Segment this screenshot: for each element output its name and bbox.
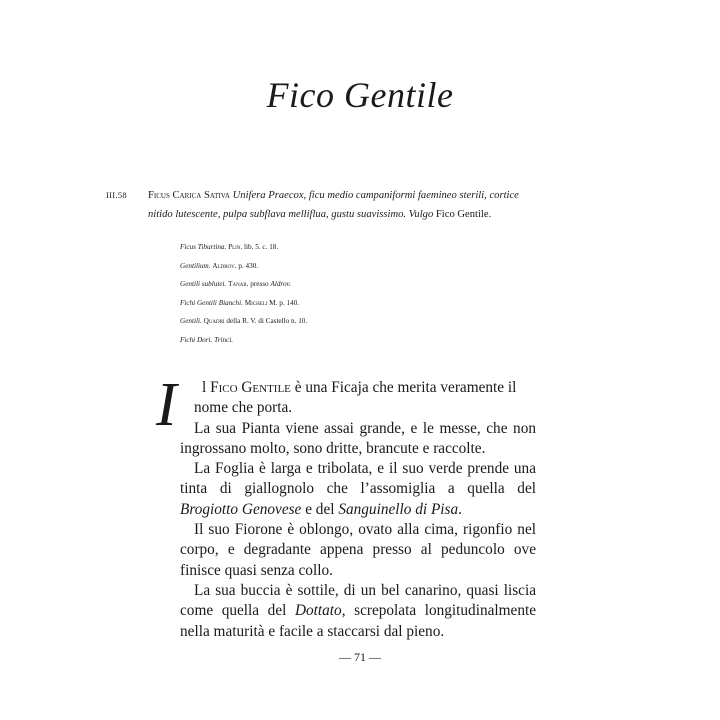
species-name: Ficus Carica Sativa <box>148 190 230 201</box>
page-number: — 71 — <box>339 650 381 664</box>
paragraph: l Fico Gentile è una Ficaja che merita veramente il nome che porta. <box>194 379 517 417</box>
synonym-item: Fichi Gentili Bianchi. Micheli M. p. 140. <box>180 298 300 307</box>
common-name: Fico Gentile. <box>435 209 492 220</box>
paragraph: Il suo Fiorone è oblongo, ovato alla cima, rigonfio nel corpo, e degradante appena presso al peduncolo ove finisce quasi senza collo. <box>180 521 536 579</box>
plate-reference: III.58 <box>106 190 127 200</box>
synonym-item: Ficus Tiburtina. Plin. lib. 5. c. 18. <box>180 243 279 251</box>
vulgo-label: Vulgo <box>408 209 434 220</box>
synonym-item: Gentili. Quadri della R. V. di Castello n. 10. <box>180 317 308 326</box>
paragraph: La sua Pianta viene assai grande, e le messe, che non ingrossano molto, sono dritte, brancute e raccolte. <box>180 419 536 457</box>
botanical-entry <box>148 186 544 224</box>
synonym-item: Fichi Dori. Trinci. <box>180 335 234 344</box>
body-text <box>156 371 537 642</box>
latin-description: Unifera Praecox, ficu medio campaniformi faemineo sterili, cortice nitido lutescente, pulpa subflava melliflua, gustu suavissimo. <box>148 190 519 220</box>
synonym-list <box>180 238 400 350</box>
synonym-item: Gentilium. Aldrov. p. 430. <box>180 261 259 270</box>
drop-cap: I <box>156 371 177 439</box>
synonym-item: Gentili sublutei. Tanar. presso Aldrov. <box>180 280 292 289</box>
fig-variety-name: Fico Gentile <box>210 379 291 396</box>
paragraph: La sua buccia è sottile, di un bel canarino, quasi liscia come quella del Dottato, screpolata longitudinalmente nella maturità e facile a staccarsi dal pieno. <box>180 581 537 640</box>
paragraph: La Foglia è larga e tribolata, e il suo verde prende una tinta di giallognolo che l’assomiglia a quella del Brogiotto Genovese e del Sanguinello di Pisa. <box>180 460 536 518</box>
page-title: Fico Gentile <box>266 75 454 115</box>
